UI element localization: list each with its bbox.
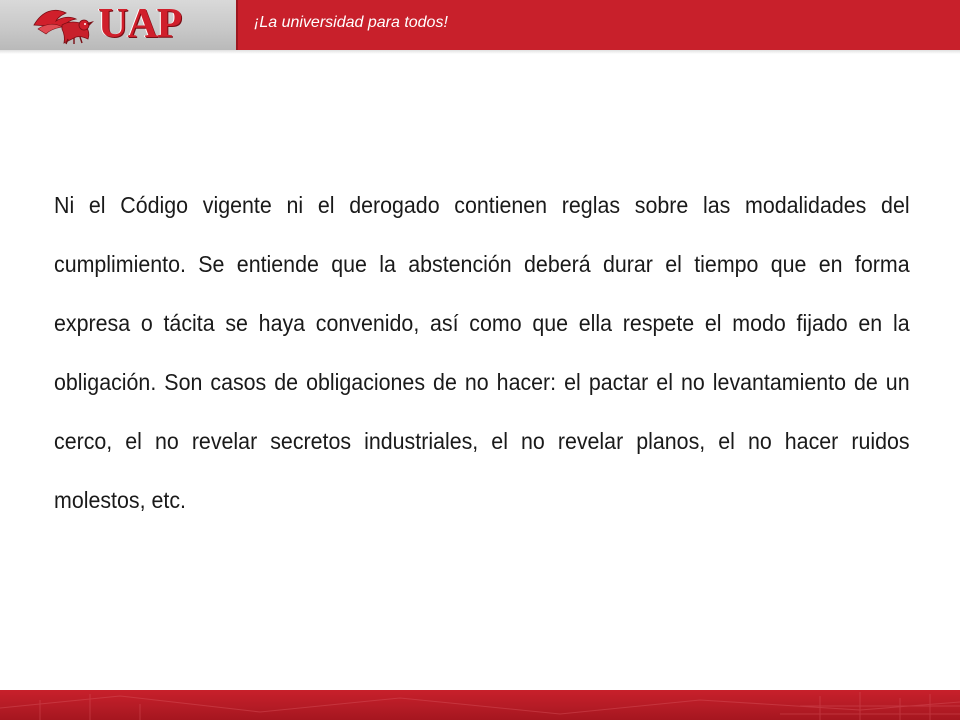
winged-lion-emblem-icon	[32, 3, 98, 45]
header-bar	[0, 0, 960, 50]
tagline: ¡La universidad para todos!	[254, 14, 448, 31]
content-area	[54, 176, 910, 530]
footer-pattern	[0, 690, 960, 720]
footer-bar	[0, 690, 960, 720]
logo-panel	[0, 0, 236, 50]
header-shadow	[0, 50, 960, 54]
logo-wordmark: UAP	[98, 1, 182, 47]
body-paragraph: Ni el Código vigente ni el derogado contienen reglas sobre las modalidades del cumplimiento. Se entiende que la abstención deberá durar el tiempo que en forma expresa o tácita se haya convenido, así como que ella respete el modo fijado en la obligación. Son casos de obligaciones de no hacer: el pactar el no levantamiento de un cerco, el no revelar secretos industriales, el no revelar planos, el no hacer ruidos molestos, etc.	[54, 192, 910, 513]
